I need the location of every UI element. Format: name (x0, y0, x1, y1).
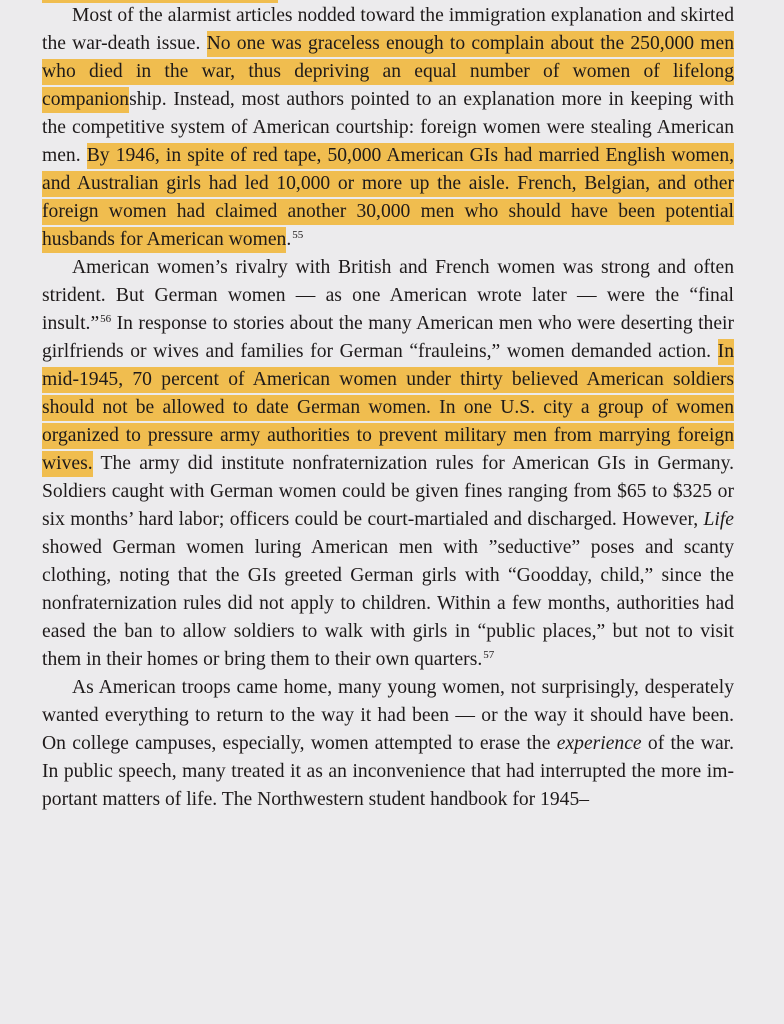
paragraph-3 (42, 674, 734, 814)
segment: Most of the alarmist articles nodded toward the immigration explanation and skirted the war-death issue. (42, 5, 734, 54)
segment: . (286, 229, 292, 250)
segment: The army did institute nonfraternization rules for American GIs in Germany. Soldiers caught with German women could be given fines ranging from $65 to $325 or six months’ hard labor; officers could be court-martialed and discharged. However, (42, 453, 734, 530)
segment: As American troops came home, many young women, not surprisingly, desperately wanted everything to return to the way it had been — or the way it should have been. On college campuses, especially, women attempted to erase the (42, 677, 734, 754)
italic-life-title: Life (703, 509, 734, 530)
footnote-ref-55[interactable]: 55 (292, 229, 304, 241)
highlighted-passage[interactable]: In mid-1945, 70 percent of American women under thirty believed American soldiers should not be allowed to date German women. In one U.S. city a group of women organized to pressure army authorities to prevent military men from marrying foreign wives. (42, 339, 734, 477)
highlighted-passage[interactable]: No one was graceless enough to complain about the 250,000 men who died in the war, thus depriving an equal number of women of lifelong companion (42, 31, 734, 113)
segment: American women’s rivalry with British and French women was strong and often strident. But German women — as one American wrote later — were the “final insult.” (42, 257, 734, 334)
segment: ship. Instead, most authors pointed to an explanation more in keeping with the competitive system of American courtship: foreign women were stealing American men. (42, 89, 734, 166)
book-page-text (42, 2, 734, 814)
segment: of the war. In public speech, many treated it as an inconvenience that had interrupted the more important matters of life. The Northwestern student handbook for 1945– (42, 733, 734, 810)
paragraph-2 (42, 254, 734, 674)
segment: showed German women luring American men with ”seductive” poses and scanty clothing, noting that the GIs greeted German girls with “Goodday, child,” since the nonfraternization rules did not apply to children. Within a few months, authorities had eased the ban to allow soldiers to walk with girls in “public places,” but not to visit them in their homes or bring them to their own quarters. (42, 537, 734, 670)
paragraph-1 (42, 2, 734, 254)
footnote-ref-56[interactable]: 56 (100, 313, 112, 325)
footnote-ref-57[interactable]: 57 (483, 649, 495, 661)
italic-experience: experience (556, 733, 642, 754)
highlighted-passage[interactable]: By 1946, in spite of red tape, 50,000 American GIs had married English women, and Australian girls had led 10,000 or more up the aisle. French, Belgian, and other foreign women had claimed another 30,000 men who should have been potential husbands for American women (42, 143, 734, 253)
segment: In response to stories about the many American men who were deserting their girlfriends or wives and families for German “frauleins,” women demanded action. (42, 313, 734, 362)
